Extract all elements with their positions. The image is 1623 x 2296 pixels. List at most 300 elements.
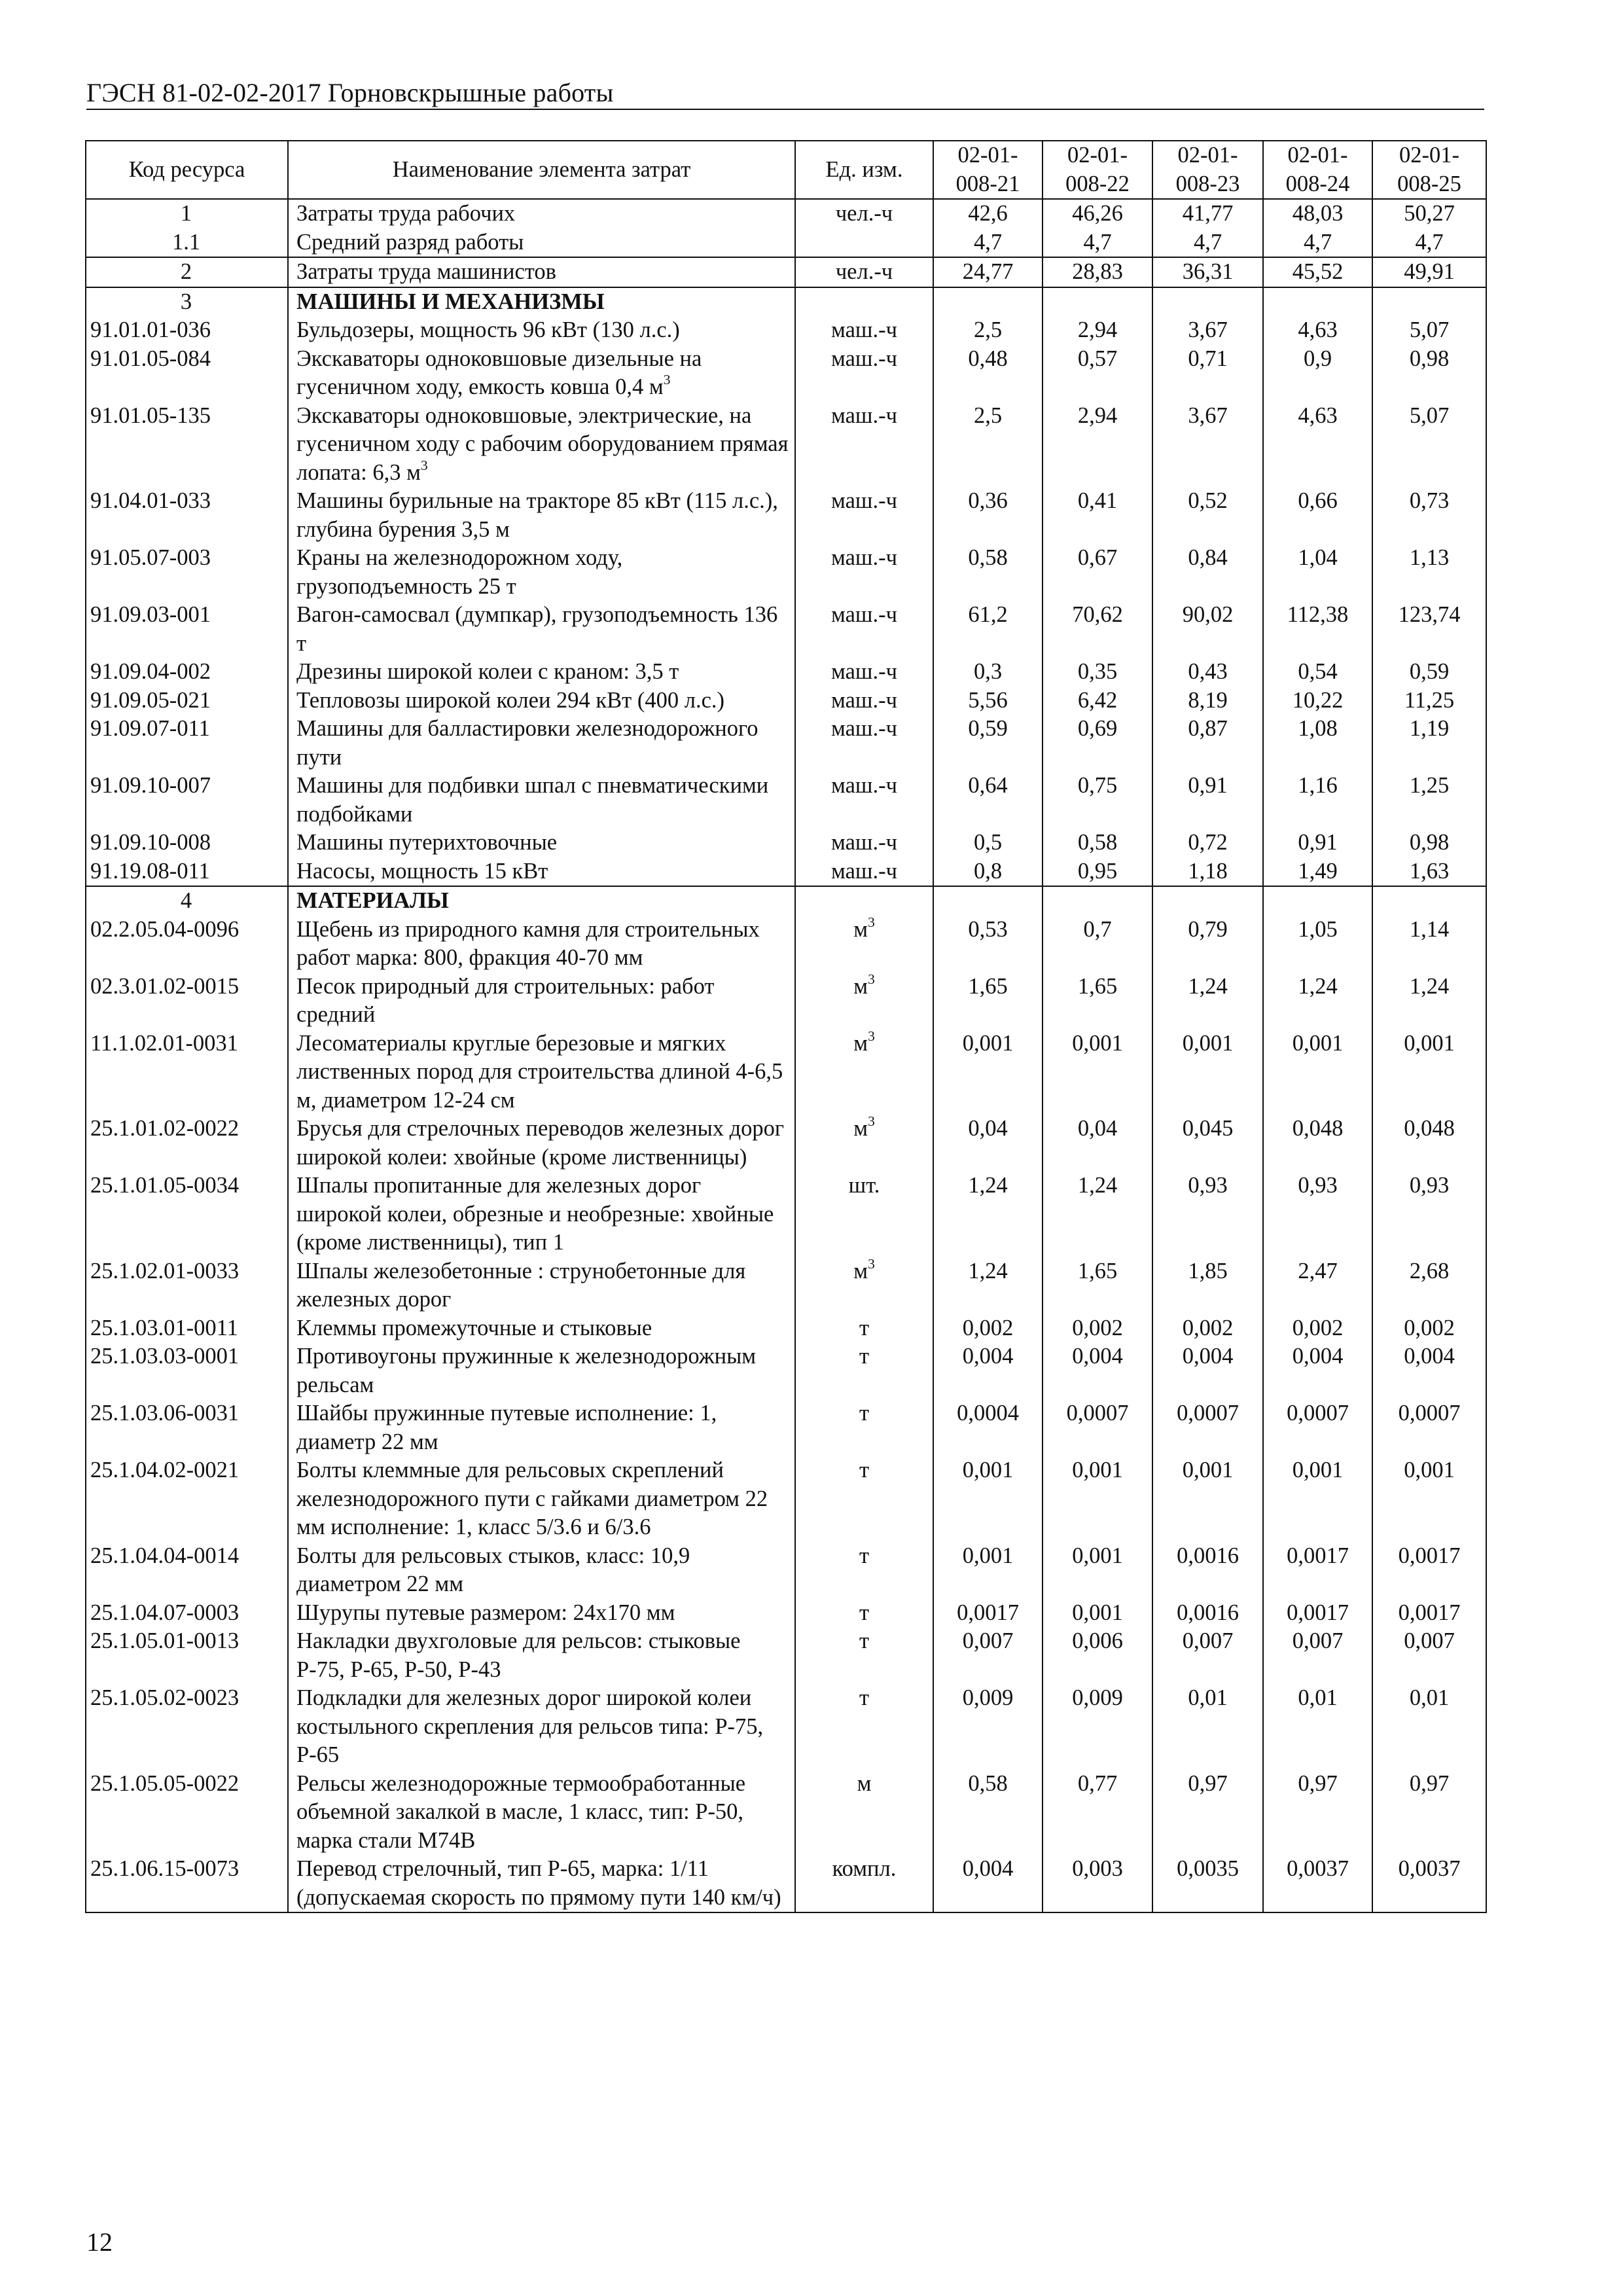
value-cell-008-25: 0,98 xyxy=(1372,345,1486,402)
value-cell-008-24: 0,001 xyxy=(1263,1030,1372,1115)
value-cell-008-24: 0,01 xyxy=(1263,1684,1372,1770)
resource-name-cell: Брусья для стрелочных переводов железных дорог широкой колеи: хвойные (кроме лиственницы) xyxy=(288,1115,795,1172)
table-row xyxy=(86,1030,1486,1115)
value-cell-008-24: 0,0017 xyxy=(1263,1599,1372,1628)
table-row xyxy=(86,257,1486,287)
unit-cell: маш.-ч xyxy=(795,772,933,829)
unit-cell: $м^3$ xyxy=(795,916,933,973)
resource-name-cell: Машины бурильные на тракторе 85 кВт (115 л.с.), глубина бурения 3,5 м xyxy=(288,487,795,544)
unit-cell: $м^3$ xyxy=(795,1257,933,1314)
table-row xyxy=(86,1172,1486,1257)
resource-code-cell: 91.09.03-001 xyxy=(86,601,288,658)
value-cell-008-23: 0,91 xyxy=(1152,772,1263,829)
table-row xyxy=(86,1770,1486,1856)
value-cell-008-23: 0,0016 xyxy=(1152,1542,1263,1599)
value-cell-008-23: 90,02 xyxy=(1152,601,1263,658)
resource-name-cell: Дрезины широкой колеи с краном: 3,5 т xyxy=(288,658,795,687)
value-cell-008-22: 0,006 xyxy=(1043,1627,1152,1684)
value-cell-008-22: 0,003 xyxy=(1043,1855,1152,1912)
column-header-unit: Ед. изм. xyxy=(795,141,933,199)
value-cell-008-23: 0,43 xyxy=(1152,658,1263,687)
resource-code-cell: 91.09.04-002 xyxy=(86,658,288,687)
section-row xyxy=(86,287,1486,317)
value-cell-008-21: 0,002 xyxy=(933,1314,1043,1343)
resource-code-cell: 25.1.02.01-0033 xyxy=(86,1257,288,1314)
resource-code-cell: 25.1.04.07-0003 xyxy=(86,1599,288,1628)
table-row xyxy=(86,1342,1486,1399)
value-cell-008-21: 0,8 xyxy=(933,857,1043,887)
unit-cell: чел.-ч xyxy=(795,257,933,287)
resource-name-cell: Средний разряд работы xyxy=(288,228,795,258)
value-cell-008-21: 1,24 xyxy=(933,1257,1043,1314)
value-cell-008-21: 0,5 xyxy=(933,829,1043,857)
unit-cell: $м^3$ xyxy=(795,1030,933,1115)
table-row xyxy=(86,1542,1486,1599)
value-cell-008-25: 1,19 xyxy=(1372,715,1486,772)
value-cell-008-24: 0,0037 xyxy=(1263,1855,1372,1912)
value-cell-008-23: 0,001 xyxy=(1152,1030,1263,1115)
value-cell-008-25: 0,0007 xyxy=(1372,1399,1486,1456)
table-row xyxy=(86,687,1486,715)
table-row xyxy=(86,601,1486,658)
value-cell-008-25: 0,048 xyxy=(1372,1115,1486,1172)
unit-cell xyxy=(795,287,933,317)
value-cell-008-22: 4,7 xyxy=(1043,228,1152,258)
value-cell-008-22: 1,65 xyxy=(1043,1257,1152,1314)
value-cell-008-23: 0,0035 xyxy=(1152,1855,1263,1912)
value-cell-008-24: 0,54 xyxy=(1263,658,1372,687)
resource-name-cell: Шпалы пропитанные для железных дорог широкой колеи, обрезные и необрезные: хвойные (кроме лиственницы), тип 1 xyxy=(288,1172,795,1257)
value-cell-008-22: 28,83 xyxy=(1043,257,1152,287)
document-header-title: ГЭСН 81-02-02-2017 Горновскрышные работы xyxy=(86,78,614,107)
resource-name-cell: Песок природный для строительных: работ средний xyxy=(288,973,795,1030)
unit-cell: маш.-ч xyxy=(795,829,933,857)
resource-code-cell: 25.1.04.02-0021 xyxy=(86,1456,288,1542)
value-cell-008-25: 0,73 xyxy=(1372,487,1486,544)
resource-name-cell: МАТЕРИАЛЫ xyxy=(288,886,795,916)
value-cell-008-25: 1,24 xyxy=(1372,973,1486,1030)
unit-cell: маш.-ч xyxy=(795,658,933,687)
resource-code-cell: 4 xyxy=(86,886,288,916)
table-row xyxy=(86,1456,1486,1542)
resource-code-cell: 1 xyxy=(86,199,288,228)
resource-code-cell: 91.09.10-008 xyxy=(86,829,288,857)
value-cell-008-24: 112,38 xyxy=(1263,601,1372,658)
table-row xyxy=(86,857,1486,887)
value-cell-008-21: 0,001 xyxy=(933,1030,1043,1115)
value-cell-008-24: 45,52 xyxy=(1263,257,1372,287)
resource-name-cell: Перевод стрелочный, тип Р-65, марка: 1/11 (допускаемая скорость по прямому пути 140 км/ч) xyxy=(288,1855,795,1912)
value-cell-008-23: 0,84 xyxy=(1152,544,1263,601)
unit-cell: компл. xyxy=(795,1855,933,1912)
value-cell-008-24: 0,0007 xyxy=(1263,1399,1372,1456)
value-cell-008-21: 0,007 xyxy=(933,1627,1043,1684)
resource-code-cell: 25.1.05.02-0023 xyxy=(86,1684,288,1770)
resource-code-cell: 1.1 xyxy=(86,228,288,258)
value-cell-008-23: 0,004 xyxy=(1152,1342,1263,1399)
value-cell-008-25: 0,002 xyxy=(1372,1314,1486,1343)
value-cell-008-21: 0,48 xyxy=(933,345,1043,402)
resource-code-cell: 91.09.07-011 xyxy=(86,715,288,772)
unit-cell: маш.-ч xyxy=(795,687,933,715)
resource-name-cell: Экскаваторы одноковшовые дизельные на гусеничном ходу, емкость ковша 0,4 $м^3$ xyxy=(288,345,795,402)
value-cell-008-25: 0,001 xyxy=(1372,1030,1486,1115)
resource-code-cell: 91.05.07-003 xyxy=(86,544,288,601)
value-cell-008-25: 1,63 xyxy=(1372,857,1486,887)
resource-code-cell: 91.04.01-033 xyxy=(86,487,288,544)
value-cell-008-23: 0,0007 xyxy=(1152,1399,1263,1456)
resource-name-cell: Шайбы пружинные путевые исполнение: 1, диаметр 22 мм xyxy=(288,1399,795,1456)
value-cell-008-22: 0,001 xyxy=(1043,1030,1152,1115)
value-cell-008-21: 0,59 xyxy=(933,715,1043,772)
resource-cost-table xyxy=(85,140,1487,1913)
unit-cell: т xyxy=(795,1599,933,1628)
value-cell-008-24: 4,63 xyxy=(1263,316,1372,345)
resource-name-cell: Щебень из природного камня для строительных работ марка: 800, фракция 40-70 мм xyxy=(288,916,795,973)
value-cell-008-24 xyxy=(1263,287,1372,317)
value-cell-008-24: 0,93 xyxy=(1263,1172,1372,1257)
value-cell-008-22: 0,67 xyxy=(1043,544,1152,601)
value-cell-008-24: 0,91 xyxy=(1263,829,1372,857)
page-number: 12 xyxy=(86,2227,113,2257)
resource-code-cell: 25.1.03.03-0001 xyxy=(86,1342,288,1399)
value-cell-008-25: 0,004 xyxy=(1372,1342,1486,1399)
resource-name-cell: Рельсы железнодорожные термообработанные объемной закалкой в масле, 1 класс, тип: Р-50, марка стали М74В xyxy=(288,1770,795,1856)
value-cell-008-23: 0,87 xyxy=(1152,715,1263,772)
table-row xyxy=(86,1684,1486,1770)
table-row xyxy=(86,1399,1486,1456)
value-cell-008-21: 4,7 xyxy=(933,228,1043,258)
resource-name-cell: Машины для балластировки железнодорожного пути xyxy=(288,715,795,772)
value-cell-008-23: 0,71 xyxy=(1152,345,1263,402)
unit-cell: м xyxy=(795,1770,933,1856)
table-body xyxy=(86,199,1486,1912)
column-header-code: Код ресурса xyxy=(86,141,288,199)
unit-cell: маш.-ч xyxy=(795,402,933,488)
resource-name-cell: Краны на железнодорожном ходу, грузоподъемность 25 т xyxy=(288,544,795,601)
value-cell-008-25: 2,68 xyxy=(1372,1257,1486,1314)
value-cell-008-22: 0,001 xyxy=(1043,1456,1152,1542)
value-cell-008-21: 0,3 xyxy=(933,658,1043,687)
value-cell-008-25: 49,91 xyxy=(1372,257,1486,287)
value-cell-008-23: 0,93 xyxy=(1152,1172,1263,1257)
table-header-row xyxy=(86,141,1486,199)
value-cell-008-22: 0,004 xyxy=(1043,1342,1152,1399)
value-cell-008-22: 0,57 xyxy=(1043,345,1152,402)
value-cell-008-24: 0,007 xyxy=(1263,1627,1372,1684)
resource-name-cell: Бульдозеры, мощность 96 кВт (130 л.с.) xyxy=(288,316,795,345)
resource-code-cell: 25.1.06.15-0073 xyxy=(86,1855,288,1912)
value-cell-008-24: 0,004 xyxy=(1263,1342,1372,1399)
value-cell-008-21: 5,56 xyxy=(933,687,1043,715)
column-header-008-22: 02-01- 008-22 xyxy=(1043,141,1152,199)
table-header xyxy=(86,141,1486,199)
value-cell-008-21: 42,6 xyxy=(933,199,1043,228)
value-cell-008-25: 0,59 xyxy=(1372,658,1486,687)
value-cell-008-21: 0,64 xyxy=(933,772,1043,829)
value-cell-008-22: 0,002 xyxy=(1043,1314,1152,1343)
value-cell-008-22: 0,75 xyxy=(1043,772,1152,829)
value-cell-008-25: 11,25 xyxy=(1372,687,1486,715)
value-cell-008-22: 0,0007 xyxy=(1043,1399,1152,1456)
value-cell-008-25: 123,74 xyxy=(1372,601,1486,658)
unit-cell: маш.-ч xyxy=(795,345,933,402)
value-cell-008-21: 0,04 xyxy=(933,1115,1043,1172)
table-row xyxy=(86,1257,1486,1314)
resource-code-cell: 2 xyxy=(86,257,288,287)
unit-cell: т xyxy=(795,1542,933,1599)
resource-code-cell: 25.1.03.06-0031 xyxy=(86,1399,288,1456)
resource-code-cell: 11.1.02.01-0031 xyxy=(86,1030,288,1115)
value-cell-008-22: 70,62 xyxy=(1043,601,1152,658)
value-cell-008-23: 0,72 xyxy=(1152,829,1263,857)
table-row xyxy=(86,1314,1486,1343)
value-cell-008-21: 0,004 xyxy=(933,1342,1043,1399)
value-cell-008-21 xyxy=(933,886,1043,916)
table-row xyxy=(86,1599,1486,1628)
value-cell-008-21: 0,001 xyxy=(933,1542,1043,1599)
value-cell-008-25: 1,13 xyxy=(1372,544,1486,601)
value-cell-008-25: 1,25 xyxy=(1372,772,1486,829)
value-cell-008-23: 1,18 xyxy=(1152,857,1263,887)
value-cell-008-25: 0,01 xyxy=(1372,1684,1486,1770)
unit-cell: т xyxy=(795,1456,933,1542)
value-cell-008-23: 0,97 xyxy=(1152,1770,1263,1856)
value-cell-008-22: 1,65 xyxy=(1043,973,1152,1030)
value-cell-008-23 xyxy=(1152,287,1263,317)
value-cell-008-21: 0,58 xyxy=(933,544,1043,601)
unit-cell: т xyxy=(795,1684,933,1770)
value-cell-008-23: 8,19 xyxy=(1152,687,1263,715)
unit-cell xyxy=(795,228,933,258)
unit-cell: чел.-ч xyxy=(795,199,933,228)
resource-name-cell: Подкладки для железных дорог широкой колеи костыльного скрепления для рельсов типа: Р-75, Р-65 xyxy=(288,1684,795,1770)
value-cell-008-23: 0,045 xyxy=(1152,1115,1263,1172)
table-row xyxy=(86,487,1486,544)
table-row xyxy=(86,772,1486,829)
value-cell-008-21: 1,65 xyxy=(933,973,1043,1030)
value-cell-008-24: 48,03 xyxy=(1263,199,1372,228)
unit-cell: т xyxy=(795,1342,933,1399)
value-cell-008-24: 0,0017 xyxy=(1263,1542,1372,1599)
resource-name-cell: Затраты труда машинистов xyxy=(288,257,795,287)
table-row xyxy=(86,316,1486,345)
value-cell-008-23: 0,79 xyxy=(1152,916,1263,973)
value-cell-008-24: 0,9 xyxy=(1263,345,1372,402)
table-row xyxy=(86,544,1486,601)
value-cell-008-25: 0,97 xyxy=(1372,1770,1486,1856)
value-cell-008-22: 0,04 xyxy=(1043,1115,1152,1172)
resource-code-cell: 3 xyxy=(86,287,288,317)
resource-code-cell: 25.1.04.04-0014 xyxy=(86,1542,288,1599)
value-cell-008-22: 1,24 xyxy=(1043,1172,1152,1257)
value-cell-008-23: 1,85 xyxy=(1152,1257,1263,1314)
header-rule xyxy=(86,109,1484,110)
value-cell-008-24: 1,24 xyxy=(1263,973,1372,1030)
resource-code-cell: 91.01.05-084 xyxy=(86,345,288,402)
value-cell-008-24: 1,16 xyxy=(1263,772,1372,829)
resource-name-cell: Машины для подбивки шпал с пневматическими подбойками xyxy=(288,772,795,829)
resource-name-cell: Затраты труда рабочих xyxy=(288,199,795,228)
resource-code-cell: 25.1.03.01-0011 xyxy=(86,1314,288,1343)
value-cell-008-23: 4,7 xyxy=(1152,228,1263,258)
column-header-008-24: 02-01- 008-24 xyxy=(1263,141,1372,199)
value-cell-008-22 xyxy=(1043,287,1152,317)
resource-name-cell: Тепловозы широкой колеи 294 кВт (400 л.с.) xyxy=(288,687,795,715)
resource-code-cell: 25.1.05.01-0013 xyxy=(86,1627,288,1684)
value-cell-008-21: 0,36 xyxy=(933,487,1043,544)
value-cell-008-21: 2,5 xyxy=(933,402,1043,488)
resource-name-cell: Болты клеммные для рельсовых скреплений железнодорожного пути с гайками диаметром 22 мм исполнение: 1, класс 5/3.6 и 6/3.6 xyxy=(288,1456,795,1542)
unit-cell: $м^3$ xyxy=(795,973,933,1030)
value-cell-008-24: 0,048 xyxy=(1263,1115,1372,1172)
value-cell-008-23: 41,77 xyxy=(1152,199,1263,228)
value-cell-008-21 xyxy=(933,287,1043,317)
value-cell-008-24: 0,002 xyxy=(1263,1314,1372,1343)
value-cell-008-24: 4,7 xyxy=(1263,228,1372,258)
value-cell-008-25: 5,07 xyxy=(1372,402,1486,488)
table-row xyxy=(86,1115,1486,1172)
resource-code-cell: 25.1.01.05-0034 xyxy=(86,1172,288,1257)
value-cell-008-21: 0,004 xyxy=(933,1855,1043,1912)
resource-code-cell: 02.3.01.02-0015 xyxy=(86,973,288,1030)
value-cell-008-24: 0,66 xyxy=(1263,487,1372,544)
value-cell-008-22: 0,58 xyxy=(1043,829,1152,857)
resource-name-cell: Лесоматериалы круглые березовые и мягких лиственных пород для строительства длиной 4-6,5 м, диаметром 12-24 см xyxy=(288,1030,795,1115)
resource-code-cell: 91.09.10-007 xyxy=(86,772,288,829)
unit-cell: т xyxy=(795,1399,933,1456)
unit-cell: маш.-ч xyxy=(795,601,933,658)
value-cell-008-22: 0,69 xyxy=(1043,715,1152,772)
value-cell-008-22: 0,009 xyxy=(1043,1684,1152,1770)
resource-name-cell: Экскаваторы одноковшовые, электрические, на гусеничном ходу с рабочим оборудованием прямая лопата: 6,3 $м^3$ xyxy=(288,402,795,488)
table-row xyxy=(86,1855,1486,1912)
value-cell-008-22: 0,77 xyxy=(1043,1770,1152,1856)
value-cell-008-22: 46,26 xyxy=(1043,199,1152,228)
unit-cell: маш.-ч xyxy=(795,715,933,772)
value-cell-008-24: 1,08 xyxy=(1263,715,1372,772)
value-cell-008-22: 0,7 xyxy=(1043,916,1152,973)
value-cell-008-21: 24,77 xyxy=(933,257,1043,287)
resource-code-cell: 91.01.05-135 xyxy=(86,402,288,488)
table-row xyxy=(86,658,1486,687)
value-cell-008-23: 0,007 xyxy=(1152,1627,1263,1684)
value-cell-008-25: 5,07 xyxy=(1372,316,1486,345)
value-cell-008-23: 1,24 xyxy=(1152,973,1263,1030)
value-cell-008-24 xyxy=(1263,886,1372,916)
value-cell-008-25: 0,93 xyxy=(1372,1172,1486,1257)
value-cell-008-21: 0,53 xyxy=(933,916,1043,973)
table-row xyxy=(86,1627,1486,1684)
resource-name-cell: Шпалы железобетонные : струнобетонные для железных дорог xyxy=(288,1257,795,1314)
unit-cell: $м^3$ xyxy=(795,1115,933,1172)
resource-code-cell: 91.19.08-011 xyxy=(86,857,288,887)
column-header-name: Наименование элемента затрат xyxy=(288,141,795,199)
value-cell-008-23: 36,31 xyxy=(1152,257,1263,287)
table-row xyxy=(86,973,1486,1030)
resource-code-cell: 91.09.05-021 xyxy=(86,687,288,715)
value-cell-008-25: 0,0017 xyxy=(1372,1599,1486,1628)
resource-code-cell: 25.1.01.02-0022 xyxy=(86,1115,288,1172)
unit-cell: маш.-ч xyxy=(795,857,933,887)
table-row xyxy=(86,916,1486,973)
value-cell-008-23: 0,0016 xyxy=(1152,1599,1263,1628)
value-cell-008-22: 0,001 xyxy=(1043,1599,1152,1628)
resource-name-cell: Насосы, мощность 15 кВт xyxy=(288,857,795,887)
table-row xyxy=(86,829,1486,857)
unit-cell: маш.-ч xyxy=(795,316,933,345)
value-cell-008-22: 0,35 xyxy=(1043,658,1152,687)
value-cell-008-25: 4,7 xyxy=(1372,228,1486,258)
column-header-008-25: 02-01- 008-25 xyxy=(1372,141,1486,199)
value-cell-008-25: 0,007 xyxy=(1372,1627,1486,1684)
value-cell-008-23: 0,52 xyxy=(1152,487,1263,544)
resource-code-cell: 02.2.05.04-0096 xyxy=(86,916,288,973)
value-cell-008-24: 0,001 xyxy=(1263,1456,1372,1542)
value-cell-008-21: 0,001 xyxy=(933,1456,1043,1542)
value-cell-008-21: 0,0004 xyxy=(933,1399,1043,1456)
value-cell-008-24: 2,47 xyxy=(1263,1257,1372,1314)
unit-cell: шт. xyxy=(795,1172,933,1257)
table-row xyxy=(86,228,1486,258)
unit-cell: т xyxy=(795,1627,933,1684)
value-cell-008-25: 50,27 xyxy=(1372,199,1486,228)
value-cell-008-21: 2,5 xyxy=(933,316,1043,345)
table-row xyxy=(86,402,1486,488)
resource-name-cell: МАШИНЫ И МЕХАНИЗМЫ xyxy=(288,287,795,317)
resource-code-cell: 25.1.05.05-0022 xyxy=(86,1770,288,1856)
value-cell-008-25: 0,98 xyxy=(1372,829,1486,857)
value-cell-008-21: 0,009 xyxy=(933,1684,1043,1770)
resource-name-cell: Противоугоны пружинные к железнодорожным рельсам xyxy=(288,1342,795,1399)
value-cell-008-24: 10,22 xyxy=(1263,687,1372,715)
resource-name-cell: Накладки двухголовые для рельсов: стыковые Р-75, Р-65, Р-50, Р-43 xyxy=(288,1627,795,1684)
value-cell-008-23 xyxy=(1152,886,1263,916)
value-cell-008-22 xyxy=(1043,886,1152,916)
value-cell-008-25: 1,14 xyxy=(1372,916,1486,973)
value-cell-008-24: 1,04 xyxy=(1263,544,1372,601)
value-cell-008-22: 0,001 xyxy=(1043,1542,1152,1599)
resource-name-cell: Клеммы промежуточные и стыковые xyxy=(288,1314,795,1343)
value-cell-008-24: 0,97 xyxy=(1263,1770,1372,1856)
value-cell-008-23: 0,002 xyxy=(1152,1314,1263,1343)
value-cell-008-21: 0,58 xyxy=(933,1770,1043,1856)
value-cell-008-25 xyxy=(1372,287,1486,317)
value-cell-008-21: 0,0017 xyxy=(933,1599,1043,1628)
table-row xyxy=(86,345,1486,402)
value-cell-008-25: 0,0037 xyxy=(1372,1855,1486,1912)
value-cell-008-21: 61,2 xyxy=(933,601,1043,658)
value-cell-008-21: 1,24 xyxy=(933,1172,1043,1257)
value-cell-008-25 xyxy=(1372,886,1486,916)
resource-code-cell: 91.01.01-036 xyxy=(86,316,288,345)
table-row xyxy=(86,715,1486,772)
value-cell-008-22: 0,41 xyxy=(1043,487,1152,544)
unit-cell: маш.-ч xyxy=(795,487,933,544)
unit-cell xyxy=(795,886,933,916)
value-cell-008-25: 0,0017 xyxy=(1372,1542,1486,1599)
resource-name-cell: Машины путерихтовочные xyxy=(288,829,795,857)
value-cell-008-22: 2,94 xyxy=(1043,316,1152,345)
value-cell-008-24: 1,49 xyxy=(1263,857,1372,887)
unit-cell: т xyxy=(795,1314,933,1343)
value-cell-008-23: 0,01 xyxy=(1152,1684,1263,1770)
unit-cell: маш.-ч xyxy=(795,544,933,601)
value-cell-008-23: 3,67 xyxy=(1152,316,1263,345)
value-cell-008-24: 4,63 xyxy=(1263,402,1372,488)
resource-name-cell: Болты для рельсовых стыков, класс: 10,9 диаметром 22 мм xyxy=(288,1542,795,1599)
value-cell-008-23: 0,001 xyxy=(1152,1456,1263,1542)
